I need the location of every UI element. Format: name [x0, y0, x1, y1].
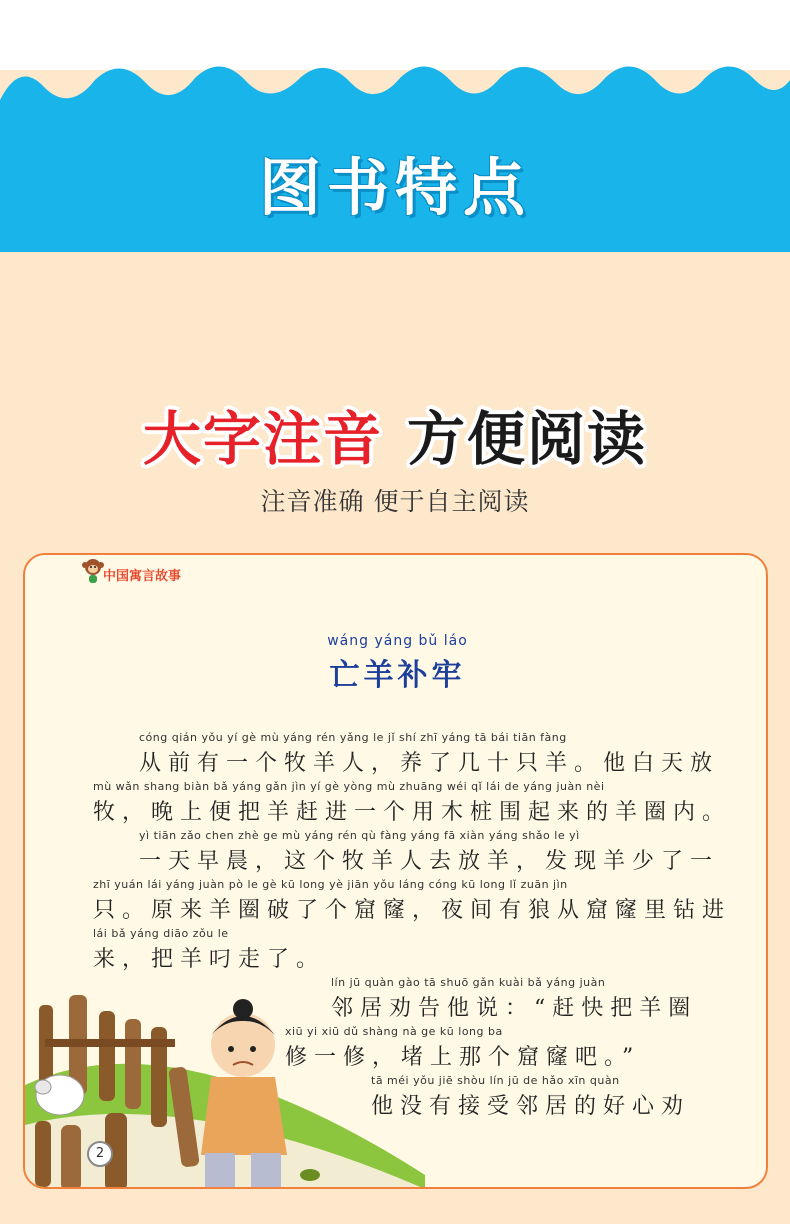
chinese-line: 邻居劝告他说：“赶快把羊圈	[331, 996, 698, 1021]
text-line	[93, 927, 325, 973]
book-page-preview	[23, 553, 768, 1189]
chinese-line: 从前有一个牧羊人，养了几十只羊。他白天放	[139, 751, 720, 776]
chinese-line: 一天早晨，这个牧羊人去放羊，发现羊少了一	[139, 849, 720, 874]
header-banner	[0, 60, 790, 252]
chinese-line: 来，把羊叼走了。	[93, 947, 326, 972]
story-title-pinyin: wáng yáng bǔ láo	[327, 633, 468, 649]
text-line	[93, 780, 731, 826]
pinyin-line: yì tiān zǎo chen zhè ge mù yáng rén qù fàng yáng fā xiàn yáng shǎo le yì	[139, 829, 580, 842]
subheadline: 注音准确 便于自主阅读	[260, 487, 530, 516]
pinyin-line: lín jū quàn gào tā shuō gǎn kuài bǎ yáng juàn	[331, 976, 606, 989]
chinese-line: 修一修，堵上那个窟窿吧。”	[285, 1045, 641, 1070]
monkey-icon	[81, 557, 105, 585]
text-line	[139, 829, 719, 875]
chinese-line: 他没有接受邻居的好心劝	[371, 1094, 691, 1119]
illustration-shepherd	[25, 975, 425, 1189]
pinyin-line: zhī yuán lái yáng juàn pò le gè kū long yè jiān yǒu láng cóng kū long lǐ zuān jìn	[93, 878, 568, 891]
banner-title: 图书特点	[258, 151, 531, 224]
chinese-line: 牧，晚上便把羊赶进一个用木桩围起来的羊圈内。	[93, 800, 732, 825]
chinese-line: 只。原来羊圈破了个窟窿，夜间有狼从窟窿里钻进	[93, 898, 732, 923]
headline-black: 方便阅读	[407, 405, 648, 473]
page-number: 2	[87, 1141, 113, 1167]
pinyin-line: cóng qián yǒu yí gè mù yáng rén yǎng le jǐ shí zhī yáng tā bái tiān fàng	[139, 731, 567, 744]
headline-red: 大字注音	[142, 405, 383, 473]
pinyin-line: lái bǎ yáng diāo zǒu le	[93, 927, 229, 940]
pinyin-line: xiū yi xiū dǔ shàng nà ge kū long ba	[285, 1025, 503, 1038]
text-line	[139, 731, 719, 777]
text-line	[93, 878, 731, 924]
series-title: 中国寓言故事	[103, 569, 182, 584]
story-title: 亡羊补牢	[329, 658, 466, 693]
pinyin-line: tā méi yǒu jiē shòu lín jū de hǎo xīn quàn	[371, 1074, 620, 1087]
headline	[0, 392, 790, 476]
pinyin-line: mù wǎn shang biàn bǎ yáng gǎn jìn yí gè yòng mù zhuāng wéi qǐ lái de yáng juàn nèi	[93, 780, 605, 793]
